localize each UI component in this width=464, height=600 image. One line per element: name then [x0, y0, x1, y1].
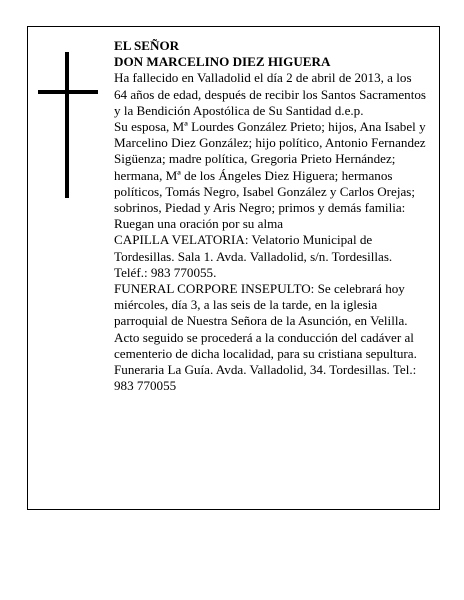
prayer-request: Ruegan una oración por su alma	[114, 216, 284, 232]
cross-vertical-bar	[65, 52, 69, 198]
heading-title: EL SEÑOR	[114, 38, 180, 53]
deceased-name: DON MARCELINO DIEZ HIGUERA	[114, 54, 331, 70]
funeral-info: FUNERAL CORPORE INSEPULTO: Se celebrará hoy miércoles, día 3, a las seis de la tarde, en la iglesia parroquial de Nuestra Señora de la Asunción, en Velilla. Acto seguido se procederá a la conducción del cadáver al cementerio de dicha localidad, para su cristiana sepultura.	[114, 281, 417, 361]
cross-horizontal-bar	[38, 90, 98, 94]
chapel-info: CAPILLA VELATORIA: Velatorio Municipal de Tordesillas. Sala 1. Avda. Valladolid, s/n. Tordesillas. Teléf.: 983 770055.	[114, 232, 393, 280]
funeral-home-info: Funeraria La Guía. Avda. Valladolid, 34. Tordesillas. Tel.: 983 770055	[114, 362, 417, 394]
family-list: Su esposa, Mª Lourdes González Prieto; hijos, Ana Isabel y Marcelino Diez González; hijo político, Antonio Fernandez Sigüenza; madre política, Gregoria Prieto Hernández; hermana, Mª de los Ángeles Diez Higuera; hermanos políticos, Tomás Negro, Isabel González y Carlos Orejas; sobrinos, Piedad y Aris Negro; primos y demás familia:	[114, 119, 426, 216]
death-announcement: Ha fallecido en Valladolid el día 2 de abril de 2013, a los 64 años de edad, después de recibir los Santos Sacramentos y la Bendición Apostólica de Su Santidad d.e.p.	[114, 70, 426, 118]
cross-icon	[38, 52, 98, 198]
notice-text	[114, 38, 426, 394]
